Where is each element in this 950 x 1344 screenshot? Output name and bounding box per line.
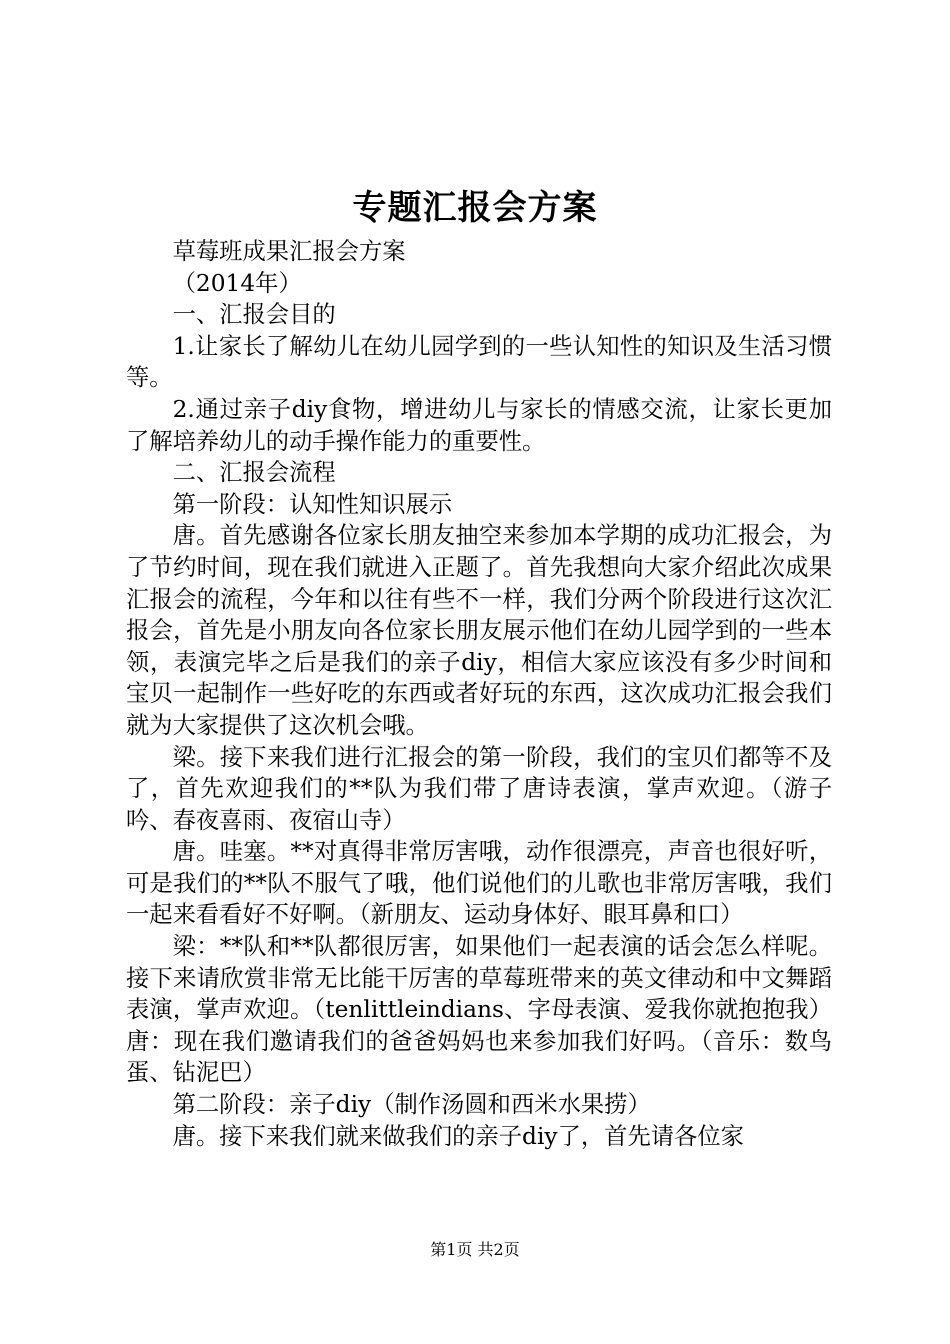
stage-heading-2: 第二阶段：亲子diy（制作汤圆和西米水果捞） xyxy=(172,1091,651,1119)
document-body xyxy=(126,236,832,1152)
section-heading-process: 二、汇报会流程 xyxy=(172,459,336,487)
page-footer: 第1页 共2页 xyxy=(430,1240,520,1259)
paragraph-year: （2014年） xyxy=(172,269,302,297)
paragraph-tang-intro: 唐。首先感谢各位家长朋友抽空来参加本学期的成功汇报会，为了节约时间，现在我们就进入正题了。首先我想向大家介绍此次成果汇报会的流程，今年和以往有些不一样，我们分两个阶段进行这次汇报会，首先是小朋友向各位家长朋友展示他们在幼儿园学到的一些本领，表演完毕之后是我们的亲子diy，相信大家应该没有多少时间和宝贝一起制作一些好吃的东西或者好玩的东西，这次成功汇报会我们就为大家提供了这次机会哦。 xyxy=(126,522,832,739)
document-title: 专题汇报会方案 xyxy=(352,188,598,228)
paragraph-purpose-2: 2.通过亲子diy食物，增进幼儿与家长的情感交流，让家长更加了解培养幼儿的动手操作能力的重要性。 xyxy=(126,395,832,455)
paragraph-subtitle: 草莓班成果汇报会方案 xyxy=(172,238,406,265)
paragraph-liang-2: 梁：**队和**队都很厉害，如果他们一起表演的话会怎么样呢。接下来请欣赏非常无比能干厉害的草莓班带来的英文律动和中文舞蹈表演，掌声欢迎。（tenlittleindians、字母表演、爱我你就抱抱我）唐：现在我们邀请我们的爸爸妈妈也来参加我们好吗。（音乐：数鸟蛋、钻泥巴） xyxy=(126,933,832,1087)
paragraph-liang-1: 梁。接下来我们进行汇报会的第一阶段，我们的宝贝们都等不及了，首先欢迎我们的**队为我们带了唐诗表演，掌声欢迎。（游子吟、春夜喜雨、夜宿山寺） xyxy=(126,743,832,834)
paragraph-tang-3: 唐。接下来我们就来做我们的亲子diy了，首先请各位家 xyxy=(172,1122,744,1150)
stage-heading-1: 第一阶段：认知性知识展示 xyxy=(172,490,453,518)
paragraph-tang-2: 唐。哇塞。**对真得非常厉害哦，动作很漂亮，声音也很好听，可是我们的**队不服气了哦，他们说他们的儿歌也非常厉害哦，我们一起来看看好不好啊。（新朋友、运动身体好、眼耳鼻和口） xyxy=(126,838,832,929)
section-heading-purpose: 一、汇报会目的 xyxy=(172,301,336,329)
paragraph-purpose-1: 1.让家长了解幼儿在幼儿园学到的一些认知性的知识及生活习惯等。 xyxy=(126,332,832,392)
